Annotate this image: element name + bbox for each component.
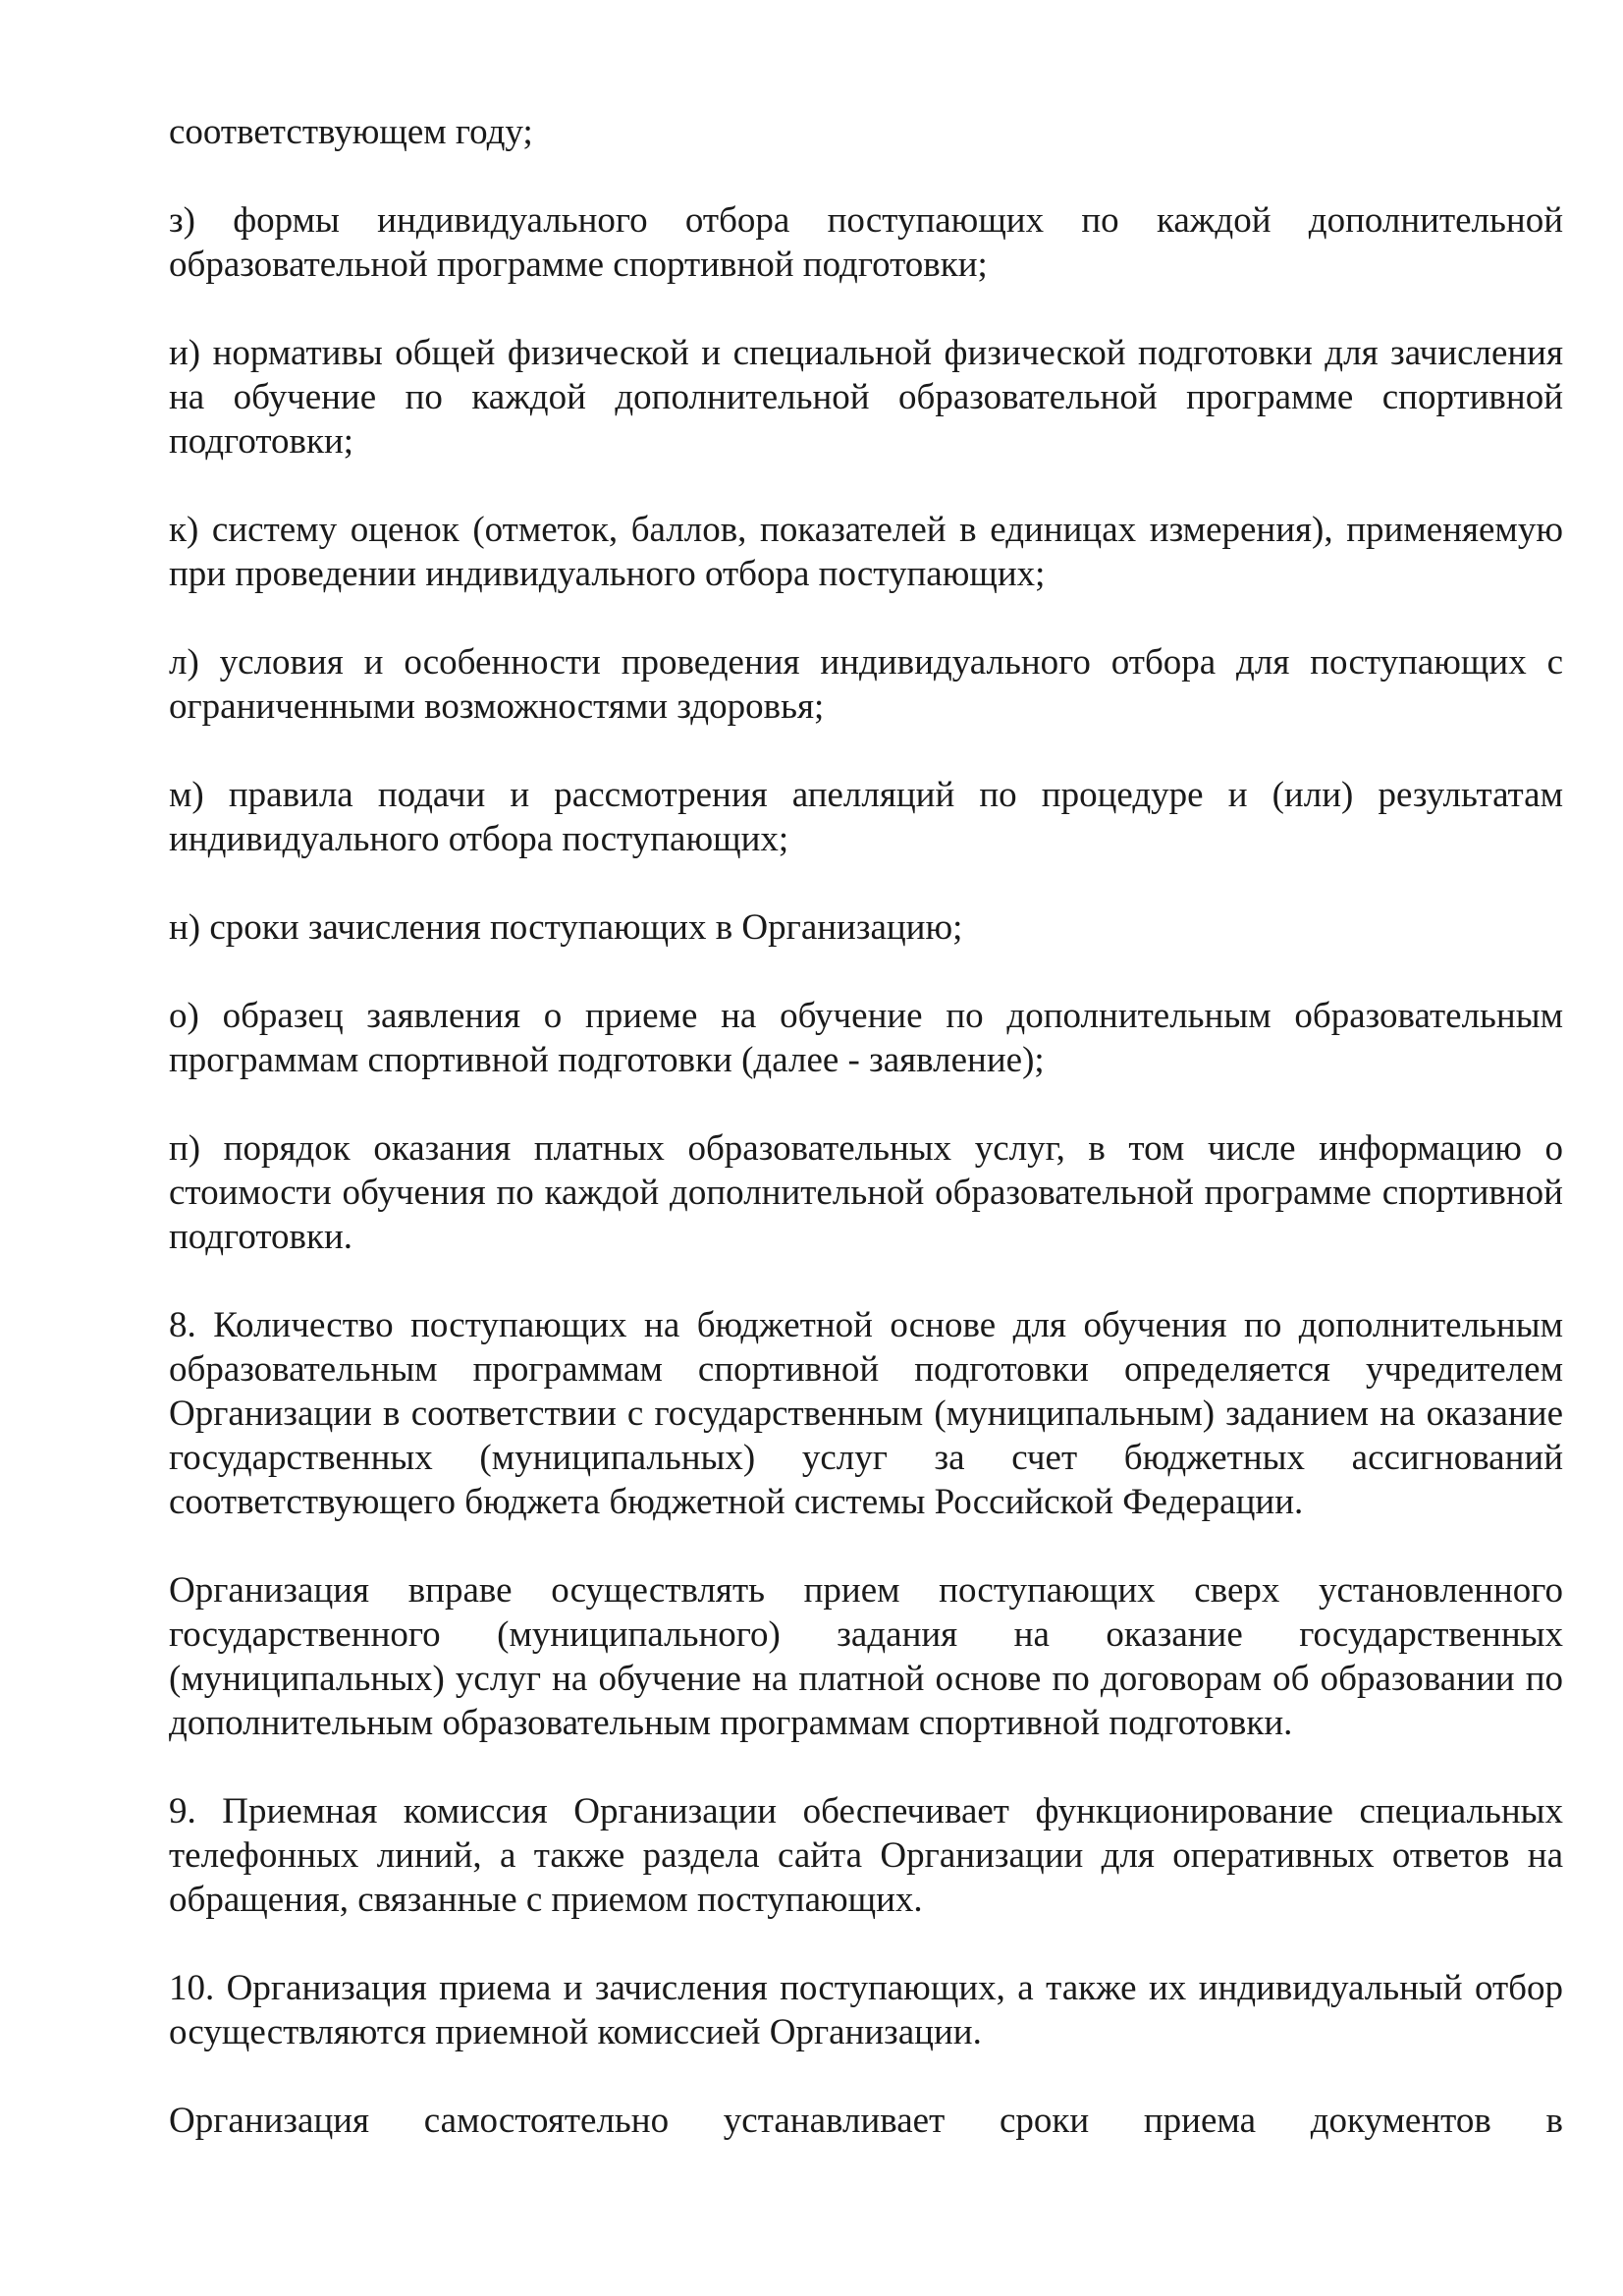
paragraph-item-o: о) образец заявления о приеме на обучение по дополнительным образовательным программам спортивной подготовки (далее - заявление); — [169, 996, 1563, 1080]
paragraph-section-9: 9. Приемная комиссия Организации обеспечивает функционирование специальных телефонных линий, а также раздела сайта Организации для оперативных ответов на обращения, связанные с приемом поступающих. — [169, 1791, 1563, 1920]
paragraph-section-8: 8. Количество поступающих на бюджетной основе для обучения по дополнительным образовательным программам спортивной подготовки определяется учредителем Организации в соответствии с государственным (муниципальным) заданием на оказание государственных (муниципальных) услуг за счет бюджетных ассигнований соответствующего бюджета бюджетной системы Российской Федерации. — [169, 1305, 1563, 1522]
paragraph-continuation: соответствующем году; — [169, 112, 533, 152]
paragraph-item-l: л) условия и особенности проведения индивидуального отбора для поступающих с ограниченными возможностями здоровья; — [169, 642, 1563, 727]
paragraph-item-p: п) порядок оказания платных образовательных услуг, в том числе информацию о стоимости обучения по каждой дополнительной образовательной программе спортивной подготовки. — [169, 1128, 1563, 1257]
paragraph-item-n: н) сроки зачисления поступающих в Организацию; — [169, 907, 963, 948]
paragraph-section-10-continued: Организация самостоятельно устанавливает сроки приема документов в — [169, 2101, 1563, 2141]
paragraph-item-z: з) формы индивидуального отбора поступающих по каждой дополнительной образовательной программе спортивной подготовки; — [169, 200, 1563, 285]
paragraph-item-m: м) правила подачи и рассмотрения апелляций по процедуре и (или) результатам индивидуального отбора поступающих; — [169, 775, 1563, 859]
paragraph-section-10: 10. Организация приема и зачисления поступающих, а также их индивидуальный отбор осуществляются приемной комиссией Организации. — [169, 1968, 1563, 2052]
paragraph-section-8-continued: Организация вправе осуществлять прием поступающих сверх установленного государственного (муниципального) задания на оказание государственных (муниципальных) услуг на обучение на платной основе по договорам об образовании по дополнительным образовательным программам спортивной подготовки. — [169, 1570, 1563, 1743]
paragraph-item-i: и) нормативы общей физической и специальной физической подготовки для зачисления на обучение по каждой дополнительной образовательной программе спортивной подготовки; — [169, 333, 1563, 462]
document-page — [169, 110, 1563, 2143]
paragraph-item-k: к) систему оценок (отметок, баллов, показателей в единицах измерения), применяемую при проведении индивидуального отбора поступающих; — [169, 510, 1563, 594]
